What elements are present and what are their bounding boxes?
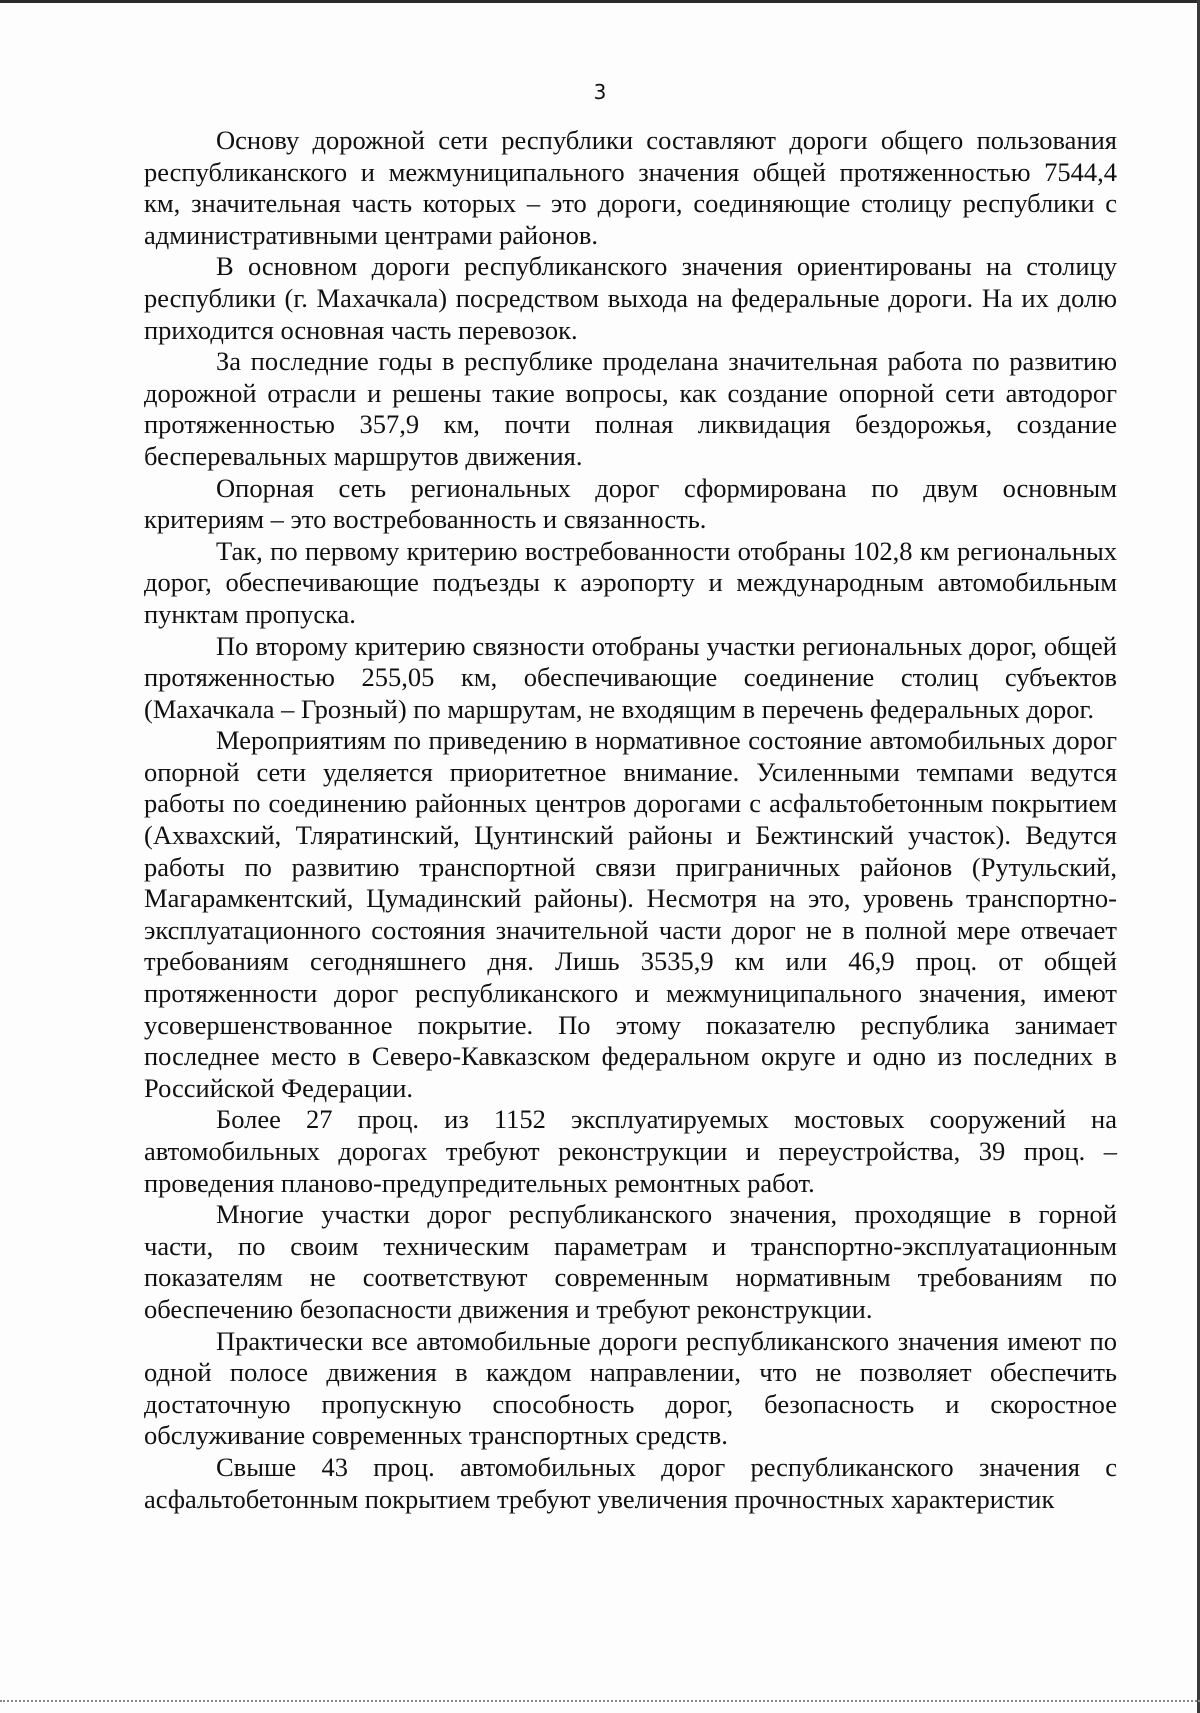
scan-bottom-edge	[0, 1700, 1200, 1702]
paragraph-capital-orientation: В основном дороги республиканского значения ориентированы на столицу республики (г. Махачкала) посредством выхода на федеральные дороги. На их долю приходится основная часть перевозок.	[144, 251, 1117, 345]
page-number: 3	[593, 80, 607, 104]
paragraph-recent-work: За последние годы в республике проделана значительная работа по развитию дорожной отрасли и решены такие вопросы, как создание опорной сети автодорог протяженностью 357,9 км, почти полная ликвидация бездорожья, создание бесперевальных маршрутов движения.	[144, 346, 1117, 471]
paragraph-first-criterion: Так, по первому критерию востребованности отобраны 102,8 км региональных дорог, обеспечивающие подъезды к аэропорту и международным автомобильным пунктам пропуска.	[144, 535, 1117, 629]
paragraph-second-criterion: По второму критерию связности отобраны участки региональных дорог, общей протяженностью 255,05 км, обеспечивающие соединение столиц субъектов (Махачкала – Грозный) по маршрутам, не входящим в перечень федеральных дорог.	[144, 630, 1117, 724]
paragraph-bridges: Более 27 проц. из 1152 эксплуатируемых мостовых сооружений на автомобильных дорогах требуют реконструкции и переустройства, 39 проц. – проведения планово-предупредительных ремонтных работ.	[144, 1104, 1117, 1198]
paragraph-road-network: Основу дорожной сети республики составляют дороги общего пользования республиканского и межмуниципального значения общей протяженностью 7544,4 км, значительная часть которых – это дороги, соединяющие столицу республики с административными центрами районов.	[144, 125, 1117, 250]
paragraph-asphalt: Свыше 43 проц. автомобильных дорог республиканского значения с асфальтобетонным покрытием требуют увеличения прочностных характеристик	[144, 1451, 1117, 1514]
document-body	[144, 125, 1117, 1515]
paragraph-criteria: Опорная сеть региональных дорог сформирована по двум основным критериям – это востребованность и связанность.	[144, 472, 1117, 535]
paragraph-mountain-roads: Многие участки дорог республиканского значения, проходящие в горной части, по своим техническим параметрам и транспортно-эксплуатационным показателям не соответствуют современным нормативным требованиям по обеспечению безопасности движения и требуют реконструкции.	[144, 1199, 1117, 1324]
paragraph-measures: Мероприятиям по приведению в нормативное состояние автомобильных дорог опорной сети уделяется приоритетное внимание. Усиленными темпами ведутся работы по соединению районных центров дорогами с асфальтобетонным покрытием (Ахвахский, Тляратинский, Цунтинский районы и Бежтинский участок). Ведутся работы по развитию транспортной связи приграничных районов (Рутульский, Магарамкентский, Цумадинский районы). Несмотря на это, уровень транспортно-эксплуатационного состояния значительной части дорог не в полной мере отвечает требованиям сегодняшнего дня. Лишь 3535,9 км или 46,9 проц. от общей протяженности дорог республиканского и межмуниципального значения, имеют усовершенствованное покрытие. По этому показателю республика занимает последнее место в Северо-Кавказском федеральном округе и одно из последних в Российской Федерации.	[144, 725, 1117, 1103]
scan-top-edge	[0, 0, 1200, 3]
paragraph-lanes: Практически все автомобильные дороги республиканского значения имеют по одной полосе движения в каждом направлении, что не позволяет обеспечить достаточную пропускную способность дорог, безопасность и скоростное обслуживание современных транспортных средств.	[144, 1325, 1117, 1451]
